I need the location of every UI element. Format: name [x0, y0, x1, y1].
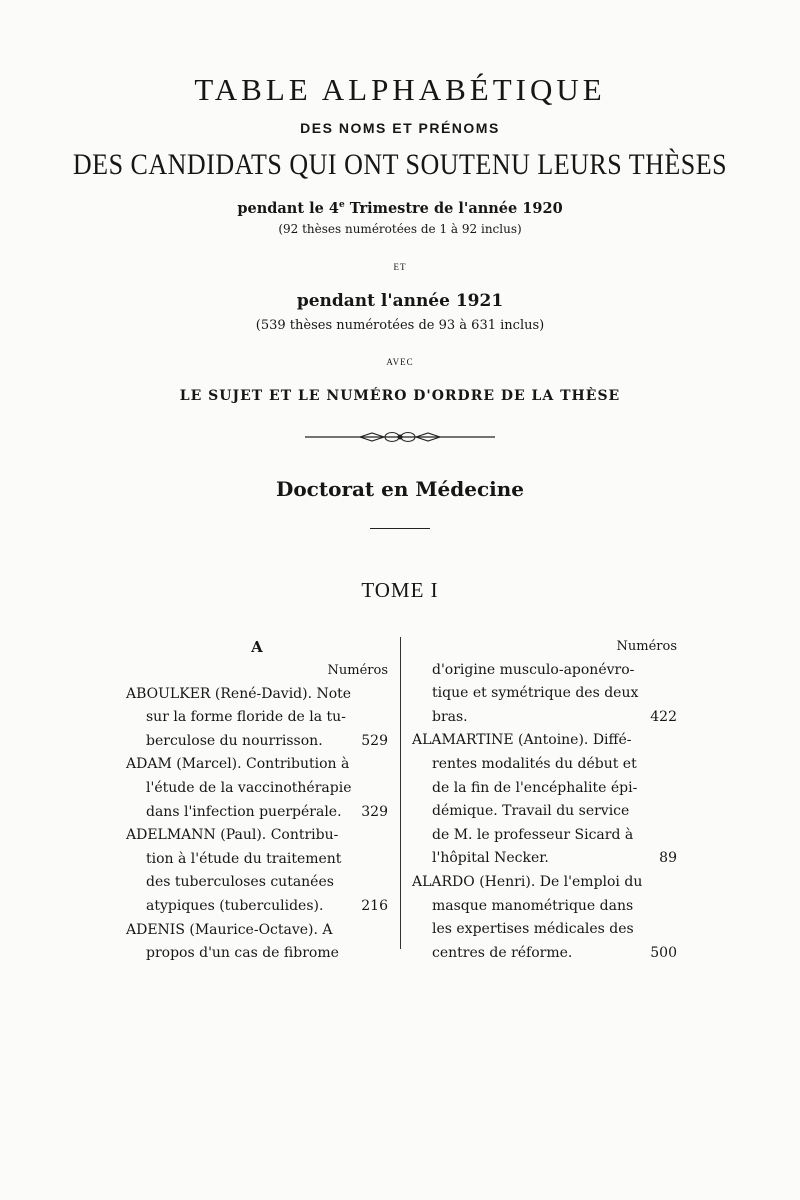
period-1921-note: (539 thèses numérotées de 93 à 631 inclus): [255, 318, 545, 333]
ornament-divider: [300, 430, 500, 444]
list-item: [126, 919, 388, 966]
section-title: Doctorat en Médecine: [276, 477, 524, 501]
entry-line: rentes modalités du début et: [432, 755, 637, 772]
list-item: [126, 683, 388, 754]
entry-line: tique et symétrique des deux: [432, 685, 639, 702]
list-item: [126, 824, 388, 918]
period-1920-note: (92 thèses numérotées de 1 à 92 inclus): [278, 222, 522, 236]
entry-line: de M. le professeur Sicard à: [432, 826, 634, 843]
entry-line: d'origine musculo-aponévro-: [432, 661, 635, 678]
right-column: [412, 635, 677, 965]
entry-line: ADELMANN (Paul). Contribu-: [126, 827, 339, 844]
entry-line: ADENIS (Maurice-Octave). A: [126, 921, 333, 938]
numbers-header: Numéros: [616, 639, 677, 654]
thesis-number: 422: [650, 708, 677, 725]
entry-line: démique. Travail du service: [432, 803, 630, 820]
thesis-number: 329: [361, 803, 388, 820]
entry-line: berculose du nourrisson.: [146, 732, 323, 749]
page-title: TABLE ALPHABÉTIQUE: [194, 72, 606, 107]
column-divider: [400, 637, 401, 949]
connector-avec: AVEC: [386, 357, 414, 367]
index-letter: A: [251, 638, 263, 656]
period-1921: pendant l'année 1921: [296, 291, 504, 311]
left-column: [126, 635, 388, 966]
entry-line: sur la forme floride de la tu-: [146, 709, 346, 726]
entry-line: de la fin de l'encéphalite épi-: [432, 779, 638, 796]
entry-line: dans l'infection puerpérale.: [146, 803, 342, 820]
entry-line: ADAM (Marcel). Contribution à: [126, 756, 350, 773]
list-item: [412, 729, 677, 871]
entry-line: ABOULKER (René-David). Note: [126, 685, 352, 702]
entry-line: les expertises médicales des: [432, 921, 634, 938]
scope-line: LE SUJET ET LE NUMÉRO D'ORDRE DE LA THÈSE: [179, 388, 621, 404]
period-1920-suffix: Trimestre de l'année 1920: [344, 200, 563, 217]
thesis-number: 500: [650, 944, 677, 961]
thesis-number: 89: [659, 850, 677, 867]
entry-line: ALARDO (Henri). De l'emploi du: [412, 873, 643, 890]
entry-line: l'hôpital Necker.: [432, 850, 549, 867]
list-item: [126, 753, 388, 824]
entry-line: des tuberculoses cutanées: [146, 874, 334, 891]
candidates-heading: DES CANDIDATS QUI ONT SOUTENU LEURS THÈSES: [72, 148, 728, 181]
period-1920-prefix: pendant le 4: [237, 200, 339, 217]
numbers-header: Numéros: [327, 663, 388, 678]
short-rule: [370, 528, 430, 529]
entry-line: ALAMARTINE (Antoine). Diffé-: [412, 732, 632, 749]
list-item: [412, 659, 677, 730]
entry-line: masque manométrique dans: [432, 897, 634, 914]
entry-line: atypiques (tuberculides).: [146, 897, 324, 914]
thesis-number: 529: [361, 732, 388, 749]
entry-line: l'étude de la vaccinothérapie: [146, 779, 352, 796]
thesis-number: 216: [361, 897, 388, 914]
entry-line: tion à l'étude du traitement: [146, 850, 342, 867]
page-subtitle: DES NOMS ET PRÉNOMS: [300, 120, 500, 136]
connector-et: ET: [393, 262, 407, 272]
list-item: [412, 871, 677, 965]
entry-line: bras.: [432, 708, 468, 725]
volume-title: TOME I: [361, 578, 439, 602]
period-1920-superscript: e: [338, 200, 345, 211]
entry-line: centres de réforme.: [432, 944, 573, 961]
period-1920: [0, 200, 800, 217]
entry-line: propos d'un cas de fibrome: [146, 945, 339, 962]
